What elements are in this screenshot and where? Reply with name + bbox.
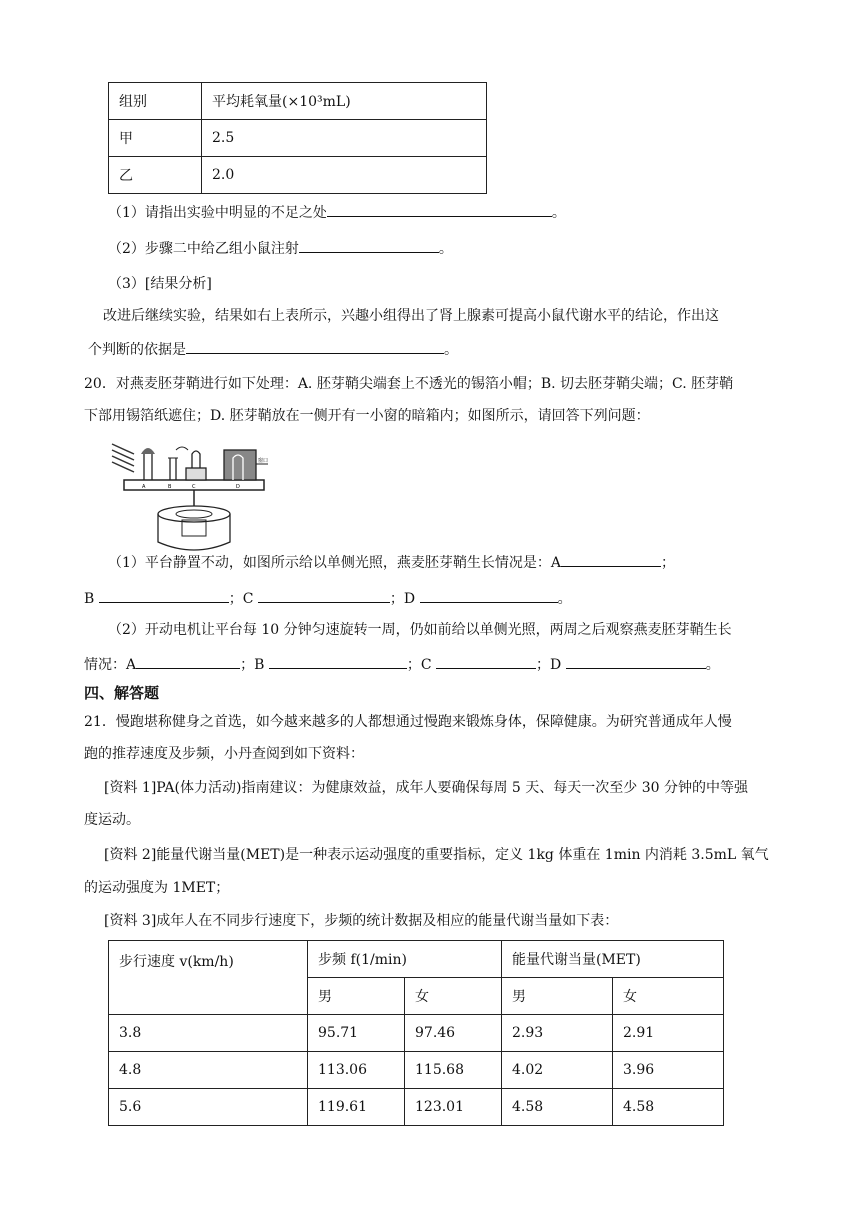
table-header: 能量代谢当量(MET)	[502, 941, 724, 978]
table-header: 男	[308, 978, 405, 1015]
table-cell: 4.8	[109, 1052, 308, 1089]
answer-blank[interactable]	[299, 238, 439, 253]
q19-part2: （2）步骤二中给乙组小鼠注射 。	[108, 238, 453, 259]
table-cell: 115.68	[405, 1052, 502, 1089]
table-cell: 甲	[109, 120, 202, 157]
answer-blank[interactable]	[269, 654, 407, 669]
table-cell: 97.46	[405, 1015, 502, 1052]
walking-speed-table	[108, 940, 724, 1126]
figure-label-d: D	[236, 484, 240, 490]
q21-material3: [资料 3]成年人在不同步行速度下，步频的统计数据及相应的能量代谢当量如下表：	[104, 913, 619, 929]
answer-blank[interactable]	[436, 654, 536, 669]
q19-part3: （3）[结果分析]	[108, 276, 212, 292]
figure-label-b: B	[168, 484, 172, 490]
figure-label-a: A	[142, 484, 146, 490]
section-heading: 四、解答题	[84, 684, 160, 702]
q19-part1: （1）请指出实验中明显的不足之处 。	[108, 202, 566, 223]
answer-blank[interactable]	[186, 339, 444, 354]
table-header: 男	[502, 978, 613, 1015]
coleoptile-figure	[108, 436, 268, 556]
q21-material2-cont: 的运动强度为 1MET；	[84, 880, 230, 896]
table-cell: 3.96	[613, 1052, 724, 1089]
table-header: 步行速度 v(km/h)	[109, 941, 308, 1015]
table-cell: 组别	[109, 83, 202, 120]
table-cell: 2.5	[202, 120, 487, 157]
q21-stem-line1: 21．慢跑堪称健身之首选，如今越来越多的人都想通过慢跑来锻炼身体，保障健康。为研究普通成年人慢	[84, 714, 732, 730]
q19-basis: 个判断的依据是 。	[88, 339, 458, 360]
table-cell: 119.61	[308, 1089, 405, 1126]
table-cell: 5.6	[109, 1089, 308, 1126]
q21-material1-cont: 度运动。	[84, 812, 140, 828]
table-cell: 4.02	[502, 1052, 613, 1089]
table-header: 女	[405, 978, 502, 1015]
table-cell: 乙	[109, 157, 202, 194]
figure-window-label: 窗口	[258, 458, 268, 464]
answer-blank[interactable]	[561, 552, 661, 567]
answer-blank[interactable]	[136, 654, 240, 669]
table-cell: 4.58	[613, 1089, 724, 1126]
table-cell: 123.01	[405, 1089, 502, 1126]
table-header: 步频 f(1/min)	[308, 941, 502, 978]
answer-blank[interactable]	[327, 202, 552, 217]
q20-stem-line2: 下部用锡箔纸遮住；D. 胚芽鞘放在一侧开有一小窗的暗箱内；如图所示，请回答下列问题：	[84, 408, 650, 424]
table-cell: 95.71	[308, 1015, 405, 1052]
table-cell: 4.58	[502, 1089, 613, 1126]
figure-label-c: C	[192, 484, 196, 490]
q20-part1-cont: B ；C ；D 。	[84, 588, 572, 609]
q21-stem-line2: 跑的推荐速度及步频，小丹查阅到如下资料：	[84, 746, 364, 762]
oxygen-table	[108, 82, 487, 194]
table-cell: 113.06	[308, 1052, 405, 1089]
answer-blank[interactable]	[258, 588, 390, 603]
answer-blank[interactable]	[420, 588, 558, 603]
q20-part2: （2）开动电机让平台每 10 分钟匀速旋转一周，仍如前给以单侧光照，两周之后观察燕麦胚芽鞘生长	[108, 622, 732, 638]
table-cell: 2.91	[613, 1015, 724, 1052]
q19-analysis: 改进后继续实验，结果如右上表所示，兴趣小组得出了肾上腺素可提高小鼠代谢水平的结论，作出这	[103, 308, 719, 324]
q20-part1: （1）平台静置不动，如图所示给以单侧光照，燕麦胚芽鞘生长情况是：A ；	[108, 552, 675, 573]
q21-material1: [资料 1]PA(体力活动)指南建议：为健康效益，成年人要确保每周 5 天、每天一次至少 30 分钟的中等强	[104, 780, 748, 796]
table-cell: 2.93	[502, 1015, 613, 1052]
q20-part2-cont: 情况：A ；B ；C ；D 。	[84, 654, 720, 675]
answer-blank[interactable]	[99, 588, 229, 603]
light-arrows	[112, 444, 134, 472]
table-header: 女	[613, 978, 724, 1015]
table-cell: 平均耗氧量(×10³mL)	[202, 83, 487, 120]
answer-blank[interactable]	[566, 654, 706, 669]
q21-material2: [资料 2]能量代谢当量(MET)是一种表示运动强度的重要指标，定义 1kg 体重在 1min 内消耗 3.5mL 氧气	[104, 847, 769, 863]
table-cell: 2.0	[202, 157, 487, 194]
q20-stem-line1: 20．对燕麦胚芽鞘进行如下处理：A. 胚芽鞘尖端套上不透光的锡箔小帽；B. 切去胚芽鞘尖端；C. 胚芽鞘	[84, 376, 734, 392]
table-cell: 3.8	[109, 1015, 308, 1052]
